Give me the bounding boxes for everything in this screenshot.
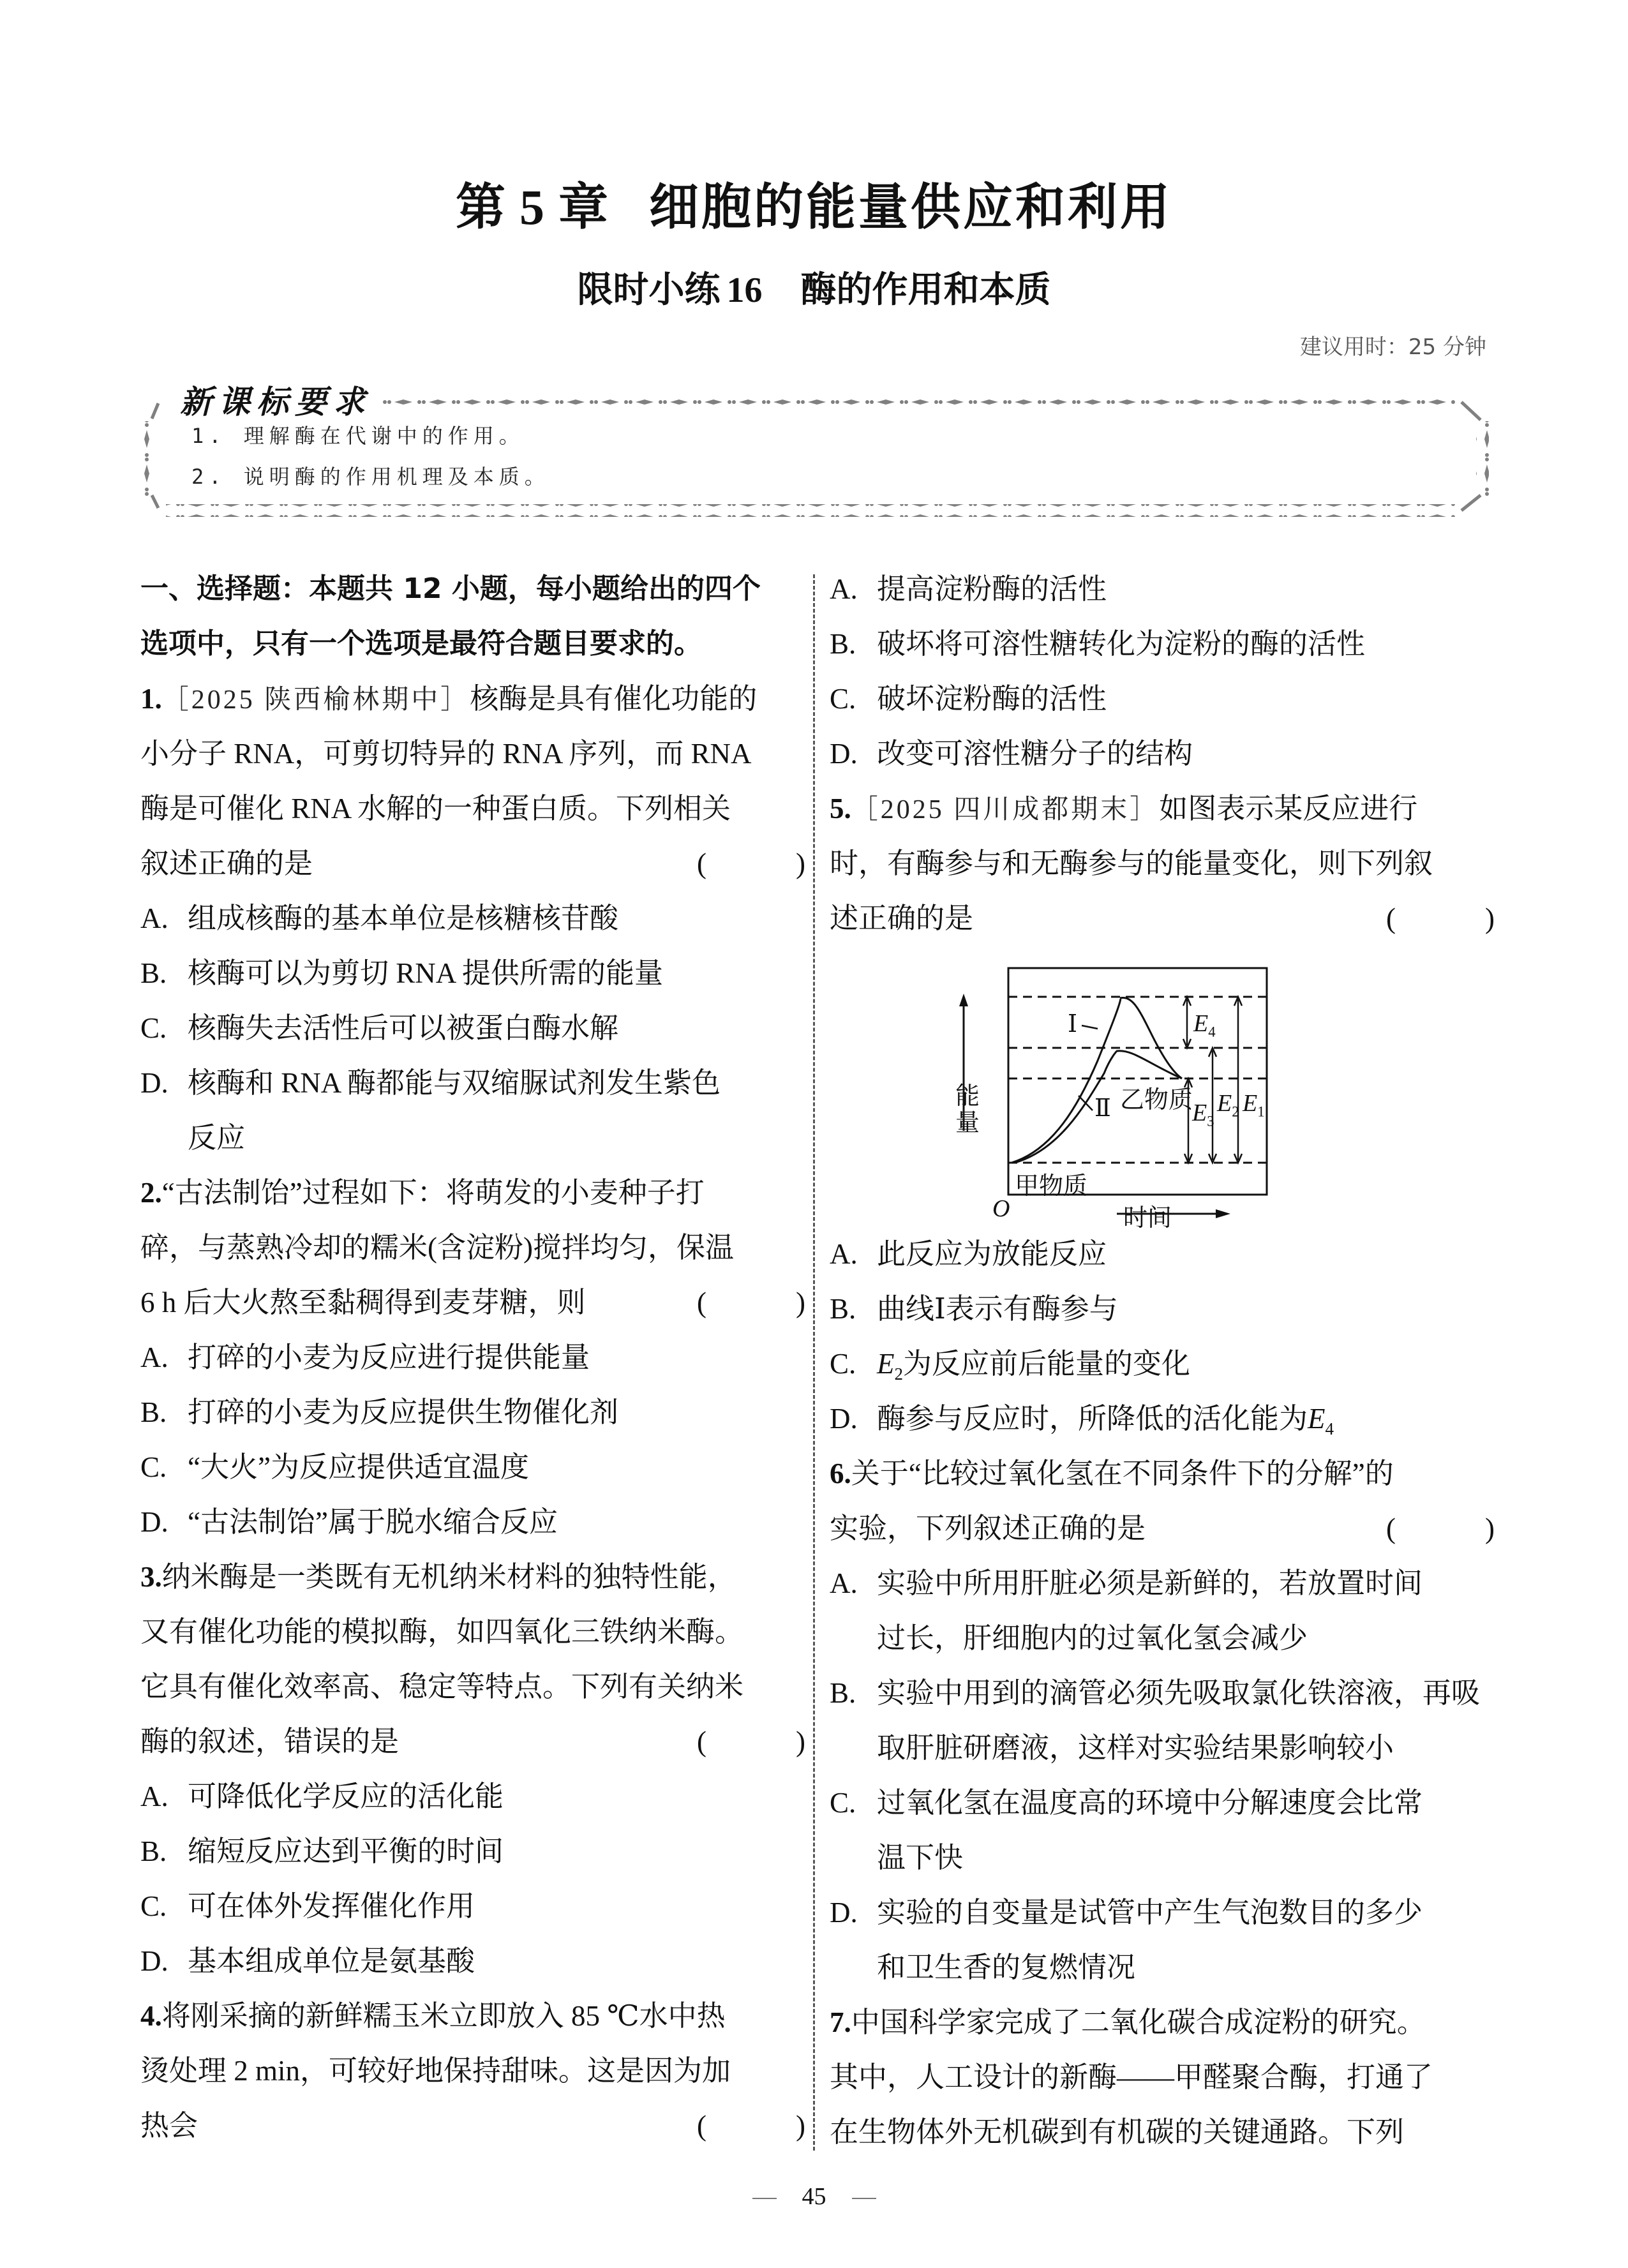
answer-blank[interactable]: ( ) [1386, 902, 1495, 934]
option-c[interactable]: C. 核酶失去活性后可以被蛋白酶水解 [140, 1012, 619, 1044]
question-number: 3. [140, 1561, 162, 1593]
question-1 [140, 671, 810, 1165]
e3-label: $E_3$ [1192, 1100, 1214, 1130]
question-text: 叙述正确的是 [140, 847, 313, 879]
question-text: 核酶是具有催化功能的 [470, 683, 758, 715]
question-number: 4. [140, 2000, 162, 2032]
question-number: 2. [140, 1177, 162, 1209]
question-3 [140, 1549, 810, 1988]
x-axis-arrowhead [1216, 1209, 1230, 1218]
option-b-continued: 取肝脏研磨液，这样对实验结果影响较小 [877, 1732, 1394, 1764]
y-axis-label: 能量 [955, 1083, 980, 1137]
curve-1-leader [1082, 1026, 1098, 1029]
question-source: ［2025 陕西榆林期中］ [161, 685, 470, 715]
question-number: 6. [830, 1458, 851, 1489]
question-text: 在生物体外无机碳到有机碳的关键通路。下列 [830, 2116, 1405, 2148]
option-b[interactable]: B. 曲线Ⅰ表示有酶参与 [830, 1293, 1118, 1325]
question-text: 纳米酶是一类既有无机纳米材料的独特性能， [161, 1561, 736, 1593]
option-a[interactable]: A. 实验中所用肝脏必须是新鲜的，若放置时间 [830, 1567, 1423, 1599]
option-d[interactable]: D. 基本组成单位是氨基酸 [140, 1945, 475, 1977]
question-6 [830, 1446, 1500, 1995]
answer-blank[interactable]: ( ) [697, 2110, 805, 2142]
option-d[interactable]: D. 实验的自变量是试管中产生气泡数目的多少 [830, 1897, 1423, 1929]
question-text: 关于“比较过氧化氢在不同条件下的分解”的 [851, 1458, 1394, 1489]
requirements-title: 新课标要求 [174, 377, 378, 422]
requirements-box [140, 383, 1493, 523]
requirement-item: 2. 说明酶的作用机理及本质。 [191, 465, 550, 489]
option-d-continued: 和卫生香的复燃情况 [877, 1951, 1136, 1983]
lesson-title [0, 262, 1628, 313]
answer-blank[interactable]: ( ) [697, 847, 805, 879]
chapter-number: 5 [519, 179, 547, 235]
chapter-title [0, 167, 1628, 239]
e2-label: $E_2$ [1217, 1090, 1239, 1120]
option-b[interactable]: B. 实验中用到的滴管必须先吸取氯化铁溶液，再吸 [830, 1677, 1481, 1709]
x-axis-label: 时间 [1123, 1205, 1172, 1232]
curve-2-label: Ⅱ [1094, 1095, 1111, 1122]
question-text: 酶是可催化 RNA 水解的一种蛋白质。下列相关 [140, 793, 731, 824]
answer-blank[interactable]: ( ) [697, 1726, 805, 1757]
question-text: 其中，人工设计的新酶——甲醛聚合酶，打通了 [830, 2061, 1433, 2093]
question-source: ［2025 四川成都期末］ [851, 795, 1160, 824]
option-b[interactable]: B. 缩短反应达到平衡的时间 [140, 1835, 504, 1867]
curve-2-leader [1079, 1096, 1093, 1110]
question-text: 它具有催化效率高、稳定等特点。下列有关纳米 [140, 1671, 744, 1703]
section-heading: 选项中，只有一个选项是最符合题目要求的。 [140, 627, 702, 660]
option-b[interactable]: B. 核酶可以为剪切 RNA 提供所需的能量 [140, 957, 664, 989]
question-text: 如图表示某反应进行 [1159, 793, 1418, 824]
question-4-options [830, 562, 1500, 781]
page-number-value: 45 [802, 2183, 826, 2210]
question-text: 烫处理 2 min，可较好地保持甜味。这是因为加 [140, 2055, 731, 2087]
curve-1-label: Ⅰ [1068, 1011, 1078, 1038]
page-number [0, 2182, 1628, 2211]
chapter-prefix: 第 [455, 179, 508, 236]
reactant-label: 甲物质 [1015, 1173, 1088, 1200]
option-c[interactable]: C. “大火”为反应提供适宜温度 [140, 1451, 529, 1483]
question-text: 又有催化功能的模拟酶，如四氧化三铁纳米酶。 [140, 1616, 744, 1648]
product-label: 乙物质 [1120, 1087, 1193, 1114]
question-number: 1. [140, 683, 162, 715]
option-c[interactable]: C. 过氧化氢在温度高的环境中分解速度会比常 [830, 1787, 1423, 1819]
option-a[interactable]: A. 此反应为放能反应 [830, 1238, 1107, 1270]
option-a[interactable]: A. 提高淀粉酶的活性 [830, 573, 1107, 605]
requirement-item: 1. 理解酶在代谢中的作用。 [191, 424, 525, 448]
option-c-continued: 温下快 [877, 1842, 964, 1874]
question-4 [140, 1988, 810, 2153]
question-text: 碎，与蒸熟冷却的糯米(含淀粉)搅拌均匀，保温 [140, 1232, 734, 1264]
question-text: 小分子 RNA，可剪切特异的 RNA 序列，而 RNA [140, 738, 752, 770]
lesson-name: 酶的作用和本质 [800, 269, 1051, 311]
option-c[interactable]: C. $E_2$为反应前后能量的变化 [830, 1348, 1191, 1384]
question-text: 酶的叙述，错误的是 [140, 1726, 400, 1757]
option-d-continued: 反应 [188, 1122, 246, 1154]
option-d[interactable]: D. 核酶和 RNA 酶都能与双缩脲试剂发生紫色 [140, 1067, 721, 1099]
question-text: 时，有酶参与和无酶参与的能量变化，则下列叙 [830, 847, 1433, 879]
chapter-suffix: 章 [558, 179, 611, 236]
energy-diagram [830, 946, 1500, 1232]
section-heading: 一、选择题：本题共 12 小题，每小题给出的四个 [140, 572, 761, 605]
e4-label: $E_4$ [1193, 1010, 1216, 1040]
origin-label: O [992, 1195, 1010, 1222]
question-number: 7. [830, 2006, 851, 2038]
question-text: 热会 [140, 2110, 198, 2142]
option-a[interactable]: A. 组成核酶的基本单位是核糖核苷酸 [140, 902, 619, 934]
question-text: 6 h 后大火熬至黏稠得到麦芽糖，则 [140, 1287, 586, 1318]
column-divider [813, 574, 815, 2151]
question-2 [140, 1165, 810, 1549]
left-column [140, 562, 810, 2153]
option-d[interactable]: D. 改变可溶性糖分子的结构 [830, 738, 1193, 770]
option-b[interactable]: B. 打碎的小麦为反应提供生物催化剂 [140, 1396, 619, 1428]
suggested-time: 建议用时：25 分钟 [1299, 334, 1486, 360]
question-text: 将刚采摘的新鲜糯玉米立即放入 85 ℃水中热 [161, 2000, 726, 2032]
right-column [830, 562, 1500, 2160]
question-text: “古法制饴”过程如下：将萌发的小麦种子打 [161, 1177, 705, 1209]
y-axis-arrowhead [959, 994, 968, 1006]
chapter-name: 细胞的能量供应和利用 [649, 179, 1173, 236]
question-7 [830, 1995, 1500, 2160]
question-5 [830, 781, 1500, 1446]
answer-blank[interactable]: ( ) [1386, 1512, 1495, 1544]
option-b[interactable]: B. 破坏将可溶性糖转化为淀粉的酶的活性 [830, 628, 1366, 660]
option-d[interactable]: D. 酶参与反应时，所降低的活化能为$E_4$ [830, 1403, 1334, 1438]
option-a-continued: 过长，肝细胞内的过氧化氢会减少 [877, 1622, 1308, 1654]
option-a[interactable]: A. 打碎的小麦为反应进行提供能量 [140, 1341, 590, 1373]
answer-blank[interactable]: ( ) [697, 1287, 805, 1318]
e1-label: $E_1$ [1243, 1090, 1265, 1120]
lesson-number: 16 [726, 271, 763, 310]
lesson-prefix: 限时小练 [577, 269, 721, 311]
question-text: 述正确的是 [830, 902, 974, 934]
question-text: 中国科学家完成了二氧化碳合成淀粉的研究。 [851, 2006, 1426, 2038]
option-d[interactable]: D. “古法制饴”属于脱水缩合反应 [140, 1506, 558, 1538]
option-c[interactable]: C. 可在体外发挥催化作用 [140, 1890, 475, 1922]
question-number: 5. [830, 793, 851, 824]
option-c[interactable]: C. 破坏淀粉酶的活性 [830, 683, 1107, 715]
option-a[interactable]: A. 可降低化学反应的活化能 [140, 1780, 504, 1812]
question-text: 实验，下列叙述正确的是 [830, 1512, 1146, 1544]
